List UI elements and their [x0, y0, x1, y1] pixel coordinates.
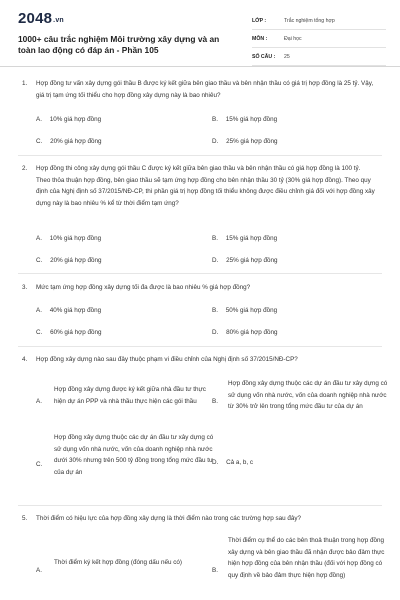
question-text: Hợp đồng xây dựng nào sau đây thuộc phạm vi điều chỉnh của Nghị định số 37/2015/NĐ-CP?	[36, 356, 298, 363]
option-text: Cả a, b, c	[226, 459, 254, 466]
option-c[interactable]	[36, 257, 101, 264]
question-number: 3.	[22, 284, 28, 291]
option-letter: D.	[212, 329, 219, 336]
meta-row-count	[252, 48, 386, 66]
option-b[interactable]	[212, 235, 277, 242]
option-letter: C.	[36, 329, 43, 336]
option-letter: A.	[36, 567, 42, 574]
option-text: 50% giá hợp đồng	[225, 307, 278, 314]
meta-value: 25	[284, 53, 290, 60]
option-text: Thời điểm cụ thể do các bên thoả thuận trong hợp đồng xây dựng và bên giao thầu đã nhận được bảo đảm thực hiện hợp đồng của bên nhận thầu (đối với hợp đồng có quy định về bảo đảm thực hiện hợp đồng)	[228, 537, 385, 579]
option-letter: B.	[212, 235, 218, 242]
option-text: 25% giá hợp đồng	[226, 138, 278, 145]
option-c[interactable]	[36, 329, 101, 336]
option-letter: B.	[212, 398, 218, 405]
option-letter: D.	[212, 257, 219, 264]
option-text: Hợp đồng xây dựng thuộc các dự án đầu tư xây dựng có sử dụng vốn nhà nước, vốn của doanh nghiệp nhà nước từ 30% trở lên trong tổng mức đầu tư của dự án	[228, 380, 388, 410]
option-letter: A.	[36, 307, 42, 314]
option-d[interactable]	[212, 138, 277, 145]
question-divider	[18, 505, 382, 506]
option-letter: D.	[212, 138, 219, 145]
option-a[interactable]	[36, 307, 101, 314]
option-text: 15% giá hợp đồng	[225, 116, 278, 123]
option-c[interactable]	[36, 138, 101, 145]
option-letter: C.	[36, 461, 43, 468]
option-letter: A.	[36, 116, 42, 123]
question-divider	[18, 273, 382, 274]
logo-tld: .vn	[53, 17, 64, 24]
question-text: Thời điểm có hiệu lực của hợp đồng xây dựng là thời điểm nào trong các trường hợp sau đây?	[36, 515, 302, 522]
meta-label: SỐ CÂU :	[252, 53, 276, 60]
question-text: Hợp đồng tư vấn xây dựng gói thầu B được ký kết giữa bên giao thầu và bên nhận thầu có giá trị hợp đồng là 25 tỷ. Vậy, giá trị tạm ứng tối thiểu cho hợp đồng xây dựng này là bao nhiêu?	[36, 80, 374, 99]
meta-label: LỚP :	[252, 17, 267, 24]
question-divider	[18, 155, 382, 156]
option-text: 20% giá hợp đồng	[50, 257, 102, 264]
question-number: 2.	[22, 165, 28, 172]
site-logo[interactable]	[18, 10, 64, 27]
option-text: 10% giá hợp đồng	[49, 235, 102, 242]
question-text: Hợp đồng thi công xây dựng gói thầu C được ký kết giữa bên giao thầu và bên nhận thầu có giá hợp đồng là 100 tỷ. Theo thỏa thuận hợp đồng, bên giao thầu sẽ tạm ứng hợp đồng cho bên nhận thầu 30 tỷ (30% giá hợp đồng). Theo quy định của Nghị định số 37/2015/NĐ-CP, thì phần giá trị hợp đồng tối thiểu không được điều chỉnh giá đối với hợp đồng xây dựng này là bao nhiêu % kể từ thời điểm tạm ứng?	[36, 165, 375, 207]
option-text: 60% giá hợp đồng	[50, 329, 102, 336]
option-letter: C.	[36, 138, 43, 145]
option-letter: C.	[36, 257, 43, 264]
question-number: 1.	[22, 80, 28, 87]
option-d[interactable]	[212, 257, 277, 264]
option-letter: A.	[36, 398, 42, 405]
option-letter: B.	[212, 567, 218, 574]
question-number: 4.	[22, 356, 28, 363]
question-text: Mức tạm ứng hợp đồng xây dựng tối đa được là bao nhiêu % giá hợp đồng?	[36, 284, 251, 291]
page-title: 1000+ câu trắc nghiệm Môi trường xây dựng và an toàn lao động có đáp án - Phần 105	[18, 34, 220, 55]
logo-main: 2048	[18, 10, 53, 27]
meta-table	[252, 12, 386, 66]
option-letter: D.	[212, 459, 219, 466]
question-number: 5.	[22, 515, 28, 522]
option-text: 40% giá hợp đồng	[49, 307, 102, 314]
option-d[interactable]	[212, 329, 277, 336]
option-b[interactable]	[212, 535, 385, 600]
option-letter: A.	[36, 235, 42, 242]
option-text: 15% giá hợp đồng	[225, 235, 278, 242]
option-a[interactable]	[36, 235, 101, 242]
document-header	[0, 0, 400, 67]
option-c[interactable]	[36, 432, 214, 504]
option-text: Hợp đồng xây dựng thuộc các dự án đầu tư xây dựng có sử dụng vốn nhà nước, vốn của doanh nghiệp nhà nước dưới 30% nhưng trên 500 tỷ đồng trong tổng mức đầu tư của dự án	[54, 434, 214, 476]
option-a[interactable]	[36, 535, 206, 595]
question-divider	[18, 346, 382, 347]
meta-value: Trắc nghiệm tổng hợp	[284, 17, 335, 24]
option-a[interactable]	[36, 116, 101, 123]
option-letter: B.	[212, 116, 218, 123]
option-letter: B.	[212, 307, 218, 314]
option-d[interactable]	[212, 459, 253, 466]
meta-label: MÔN :	[252, 35, 268, 42]
option-text: 25% giá hợp đồng	[226, 257, 278, 264]
option-text: 80% giá hợp đồng	[226, 329, 278, 336]
option-b[interactable]	[212, 378, 388, 450]
option-text: 10% giá hợp đồng	[49, 116, 102, 123]
meta-value: Đại học	[284, 35, 302, 42]
meta-row-class	[252, 12, 386, 30]
option-text: Hợp đồng xây dựng được ký kết giữa nhà đầu tư thực hiện dự án PPP và nhà thầu thực hiện các gói thầu	[54, 386, 206, 405]
option-text: Thời điểm ký kết hợp đồng (đóng dấu nếu có)	[54, 559, 182, 566]
option-b[interactable]	[212, 307, 277, 314]
option-b[interactable]	[212, 116, 277, 123]
option-text: 20% giá hợp đồng	[50, 138, 102, 145]
meta-row-subject	[252, 30, 386, 48]
